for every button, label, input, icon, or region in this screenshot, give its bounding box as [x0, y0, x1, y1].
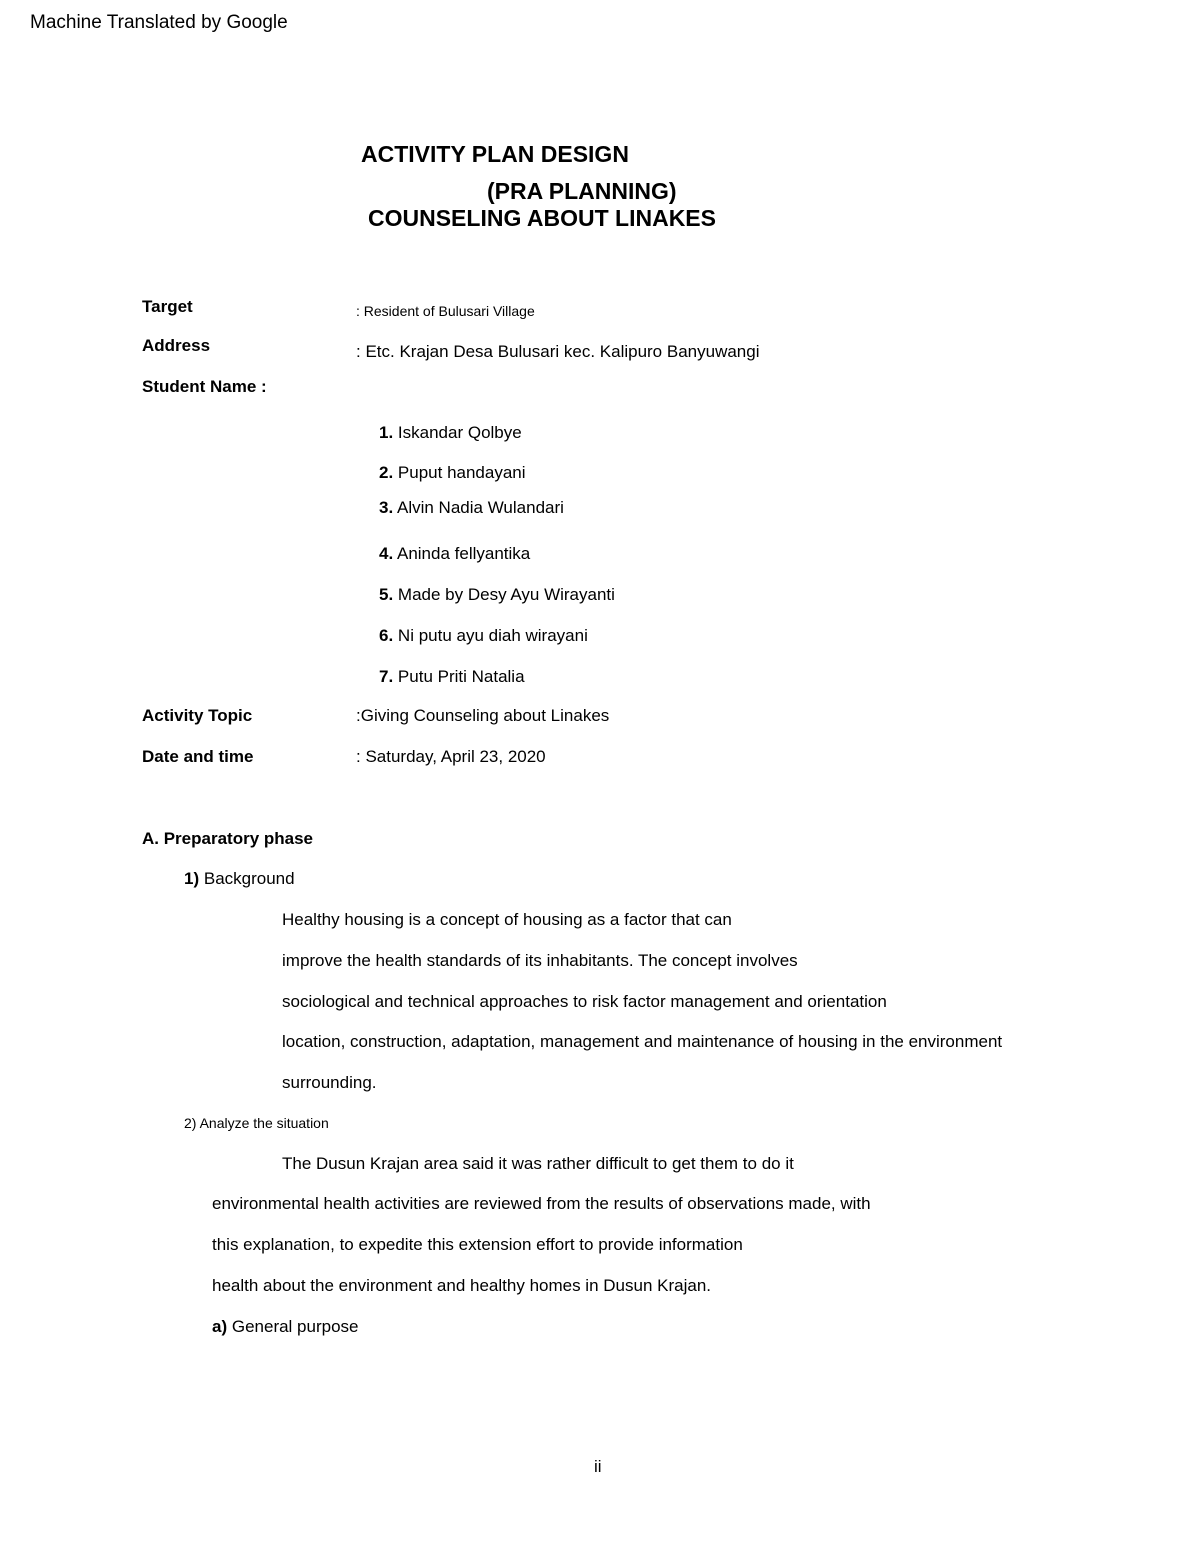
student-list-item [379, 626, 588, 646]
list-number: a) [212, 1317, 228, 1336]
subsection-heading: 2) Analyze the situation [184, 1115, 329, 1131]
activity-topic-label: Activity Topic [142, 706, 253, 725]
paragraph-line: Healthy housing is a concept of housing as a factor that can [282, 910, 732, 929]
student-list-item [379, 463, 526, 483]
list-number: 6. [379, 626, 394, 645]
paragraph-line: surrounding. [282, 1073, 377, 1092]
paragraph-line: this explanation, to expedite this extension effort to provide information [212, 1235, 743, 1254]
paragraph-line: sociological and technical approaches to risk factor management and orientation [282, 992, 887, 1011]
list-number: 1. [379, 423, 394, 442]
student-list-item [379, 498, 564, 518]
student-name: Iskandar Qolbye [397, 423, 522, 442]
date-time-value: : Saturday, April 23, 2020 [356, 747, 546, 766]
date-time-label: Date and time [142, 747, 254, 766]
document-topic-title: COUNSELING ABOUT LINAKES [368, 205, 716, 231]
student-name: Ni putu ayu diah wirayani [397, 626, 588, 645]
subsection-label: General purpose [231, 1317, 359, 1336]
page-number: ii [594, 1457, 602, 1476]
document-subtitle: (PRA PLANNING) [487, 178, 677, 204]
target-label: Target [142, 297, 193, 316]
list-number: 5. [379, 585, 394, 604]
paragraph-line: environmental health activities are reviewed from the results of observations made, with [212, 1194, 871, 1213]
student-name: Alvin Nadia Wulandari [396, 498, 564, 517]
student-name: Putu Priti Natalia [397, 667, 525, 686]
student-list-item [379, 423, 522, 443]
address-value: : Etc. Krajan Desa Bulusari kec. Kalipuro Banyuwangi [356, 342, 760, 361]
subsection-heading [212, 1317, 359, 1337]
address-label: Address [142, 336, 211, 355]
student-list-item [379, 544, 530, 564]
machine-translation-banner: Machine Translated by Google [30, 12, 288, 33]
list-number: 3. [379, 498, 394, 517]
target-value: : Resident of Bulusari Village [356, 303, 535, 319]
list-number: 4. [379, 544, 394, 563]
paragraph-line: improve the health standards of its inhabitants. The concept involves [282, 951, 798, 970]
section-heading: A. Preparatory phase [142, 829, 314, 848]
document-title: ACTIVITY PLAN DESIGN [361, 141, 629, 167]
subsection-heading [184, 869, 295, 889]
paragraph-line: The Dusun Krajan area said it was rather difficult to get them to do it [282, 1154, 794, 1173]
student-name: Aninda fellyantika [396, 544, 531, 563]
list-number: 2. [379, 463, 394, 482]
list-number: 1) [184, 869, 200, 888]
activity-topic-value: :Giving Counseling about Linakes [356, 706, 610, 725]
paragraph-line: location, construction, adaptation, management and maintenance of housing in the environment [282, 1032, 1003, 1051]
student-name: Made by Desy Ayu Wirayanti [397, 585, 615, 604]
list-number: 7. [379, 667, 394, 686]
student-name: Puput handayani [397, 463, 526, 482]
student-list-item [379, 667, 525, 687]
student-list-item [379, 585, 615, 605]
subsection-label: Background [203, 869, 295, 888]
student-name-label: Student Name : [142, 377, 267, 396]
paragraph-line: health about the environment and healthy homes in Dusun Krajan. [212, 1276, 711, 1295]
